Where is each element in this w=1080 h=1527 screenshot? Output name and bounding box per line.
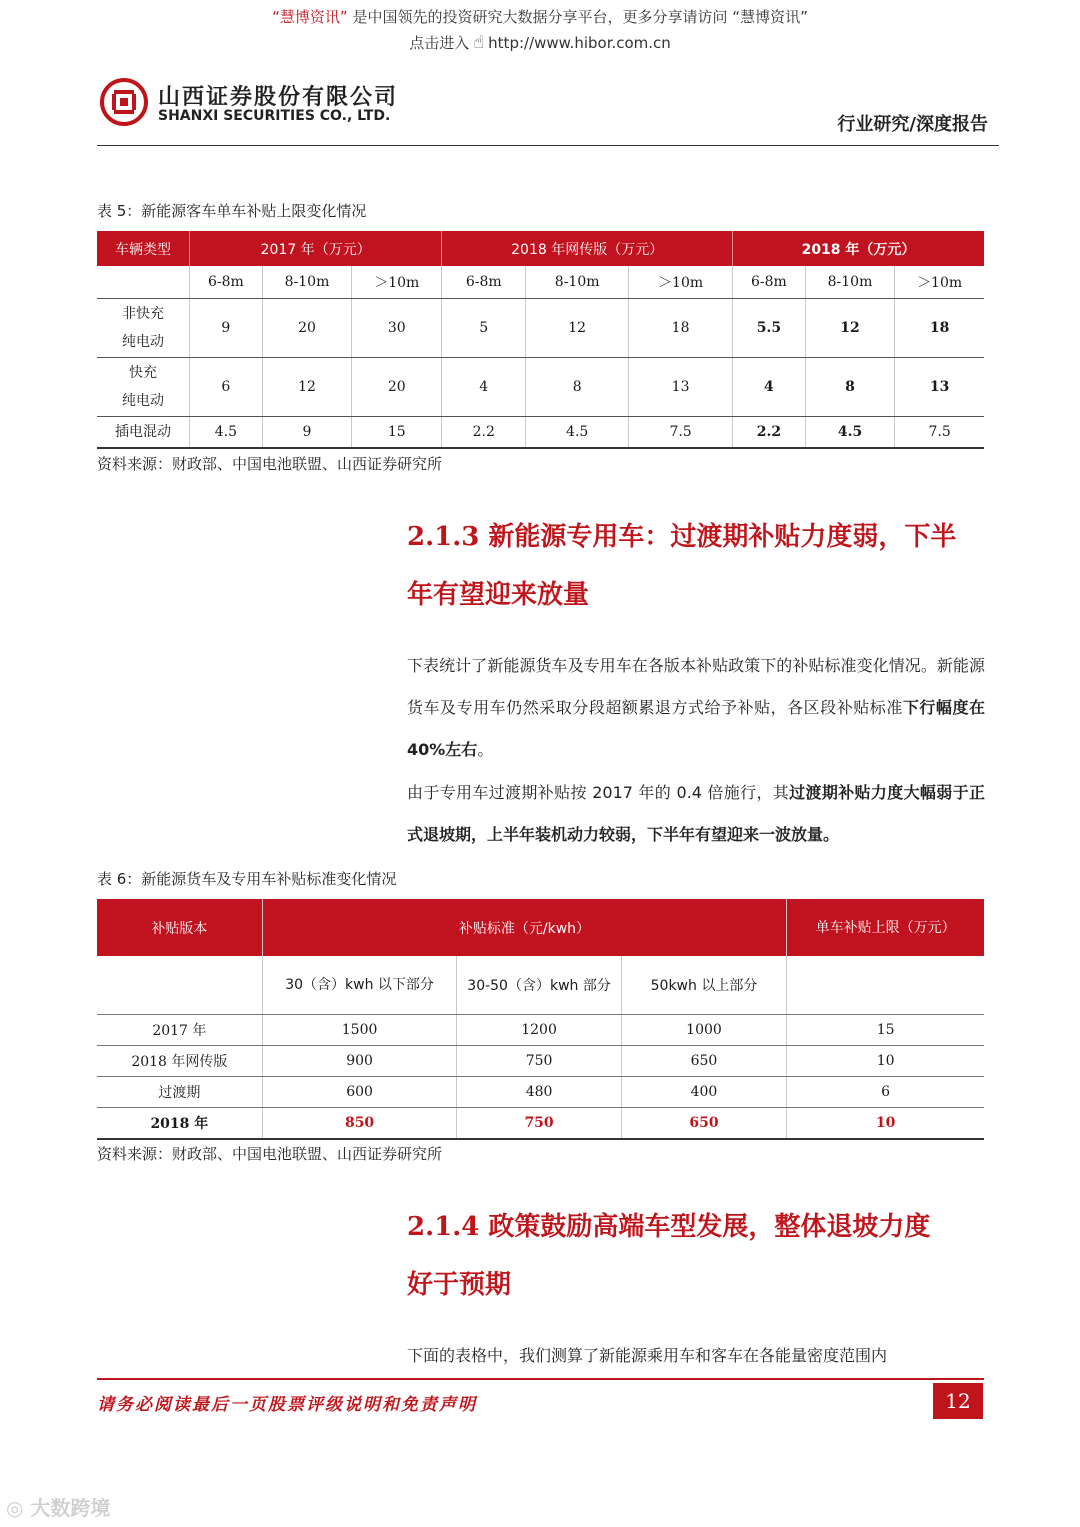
table-cell: 480 [457, 1076, 621, 1107]
table-cell: 15 [787, 1014, 984, 1045]
pointer-hand-icon: ☝ [473, 32, 485, 53]
table-cell: 4.5 [526, 417, 629, 449]
table5-subheader-cell: ＞10m [352, 266, 442, 299]
table5-subheader-cell: ＞10m [629, 266, 733, 299]
table5-source: 资料来源：财政部、中国电池联盟、山西证券研究所 [97, 455, 443, 473]
table5-subheader-cell: ＞10m [895, 266, 984, 299]
table-cell [97, 956, 262, 1014]
quote-mark: “ [272, 8, 280, 26]
table5-header-type: 车辆类型 [97, 231, 190, 266]
table-row [97, 417, 984, 449]
row-label [97, 299, 190, 358]
quote-mark: ” [339, 8, 348, 26]
banner-text: 是中国领先的投资研究大数据分享平台，更多分享请访问 [352, 8, 728, 26]
table5-subheader-cell: 8-10m [526, 266, 629, 299]
table-cell: 18 [895, 299, 984, 358]
table-cell: 4.5 [190, 417, 263, 449]
row-label-line: 非快充 [122, 306, 164, 322]
table-cell: 12 [526, 299, 629, 358]
company-name-en: SHANXI SECURITIES CO., LTD. [158, 108, 391, 124]
table-cell: 15 [352, 417, 442, 449]
heading-line: 2.1.3 新能源专用车：过渡期补贴力度弱，下半 [407, 522, 957, 552]
row-label: 2017 年 [97, 1014, 262, 1045]
table-cell: 8 [526, 358, 629, 417]
table-cell: 750 [457, 1045, 621, 1076]
table-cell: 2.2 [442, 417, 526, 449]
table6-header-version: 补贴版本 [97, 899, 262, 956]
table-cell: 2.2 [733, 417, 806, 449]
row-label [97, 358, 190, 417]
table-cell: 6 [787, 1076, 984, 1107]
click-enter-label: 点击进入 [409, 34, 470, 52]
table-row [97, 1076, 984, 1107]
table-cell: 6 [190, 358, 263, 417]
table-row [97, 358, 984, 417]
company-logo [100, 78, 148, 126]
row-label: 2018 年 [97, 1107, 262, 1139]
paragraph-text: 下面的表格中，我们测算了新能源乘用车和客车在各能量密度范围内 [407, 1346, 888, 1365]
table6-header-standard: 补贴标准（元/kwh） [262, 899, 787, 956]
top-banner-link-line [0, 32, 1080, 53]
brand-name: 慧博资讯 [279, 8, 340, 26]
table-cell: 7.5 [629, 417, 733, 449]
heading-line: 好于预期 [407, 1270, 512, 1300]
table-cell: 600 [262, 1076, 457, 1107]
table-cell: 12 [262, 358, 351, 417]
table6 [97, 899, 984, 1140]
table-cell: 20 [352, 358, 442, 417]
watermark [6, 1492, 110, 1521]
paragraph-emphasis: 过渡期补贴力度大幅弱于正式退坡期，上半年装机动力较弱，下半年有望迎来一波放量。 [407, 783, 985, 844]
table5 [97, 231, 984, 449]
row-label: 2018 年网传版 [97, 1045, 262, 1076]
watermark-text: 大数跨境 [30, 1496, 111, 1520]
table-cell: 400 [621, 1076, 787, 1107]
brand-name-2: 慧博资讯 [740, 8, 801, 26]
footer-divider [97, 1378, 984, 1380]
table6-subheader-cell [787, 956, 984, 1014]
disclaimer: 请务必阅读最后一页股票评级说明和免责声明 [97, 1395, 477, 1415]
table-row [97, 299, 984, 358]
table-cell: 4.5 [805, 417, 894, 449]
quote-mark: ” [800, 8, 808, 26]
table6-caption: 表 6：新能源货车及专用车补贴标准变化情况 [97, 870, 397, 888]
heading-line: 年有望迎来放量 [407, 580, 590, 610]
table-cell: 5 [442, 299, 526, 358]
page-number: 12 [933, 1383, 983, 1419]
table-cell: 9 [262, 417, 351, 449]
table-cell: 4 [442, 358, 526, 417]
table-cell: 650 [621, 1045, 787, 1076]
paragraph-3 [407, 1335, 985, 1377]
table-cell: 7.5 [895, 417, 984, 449]
table5-subheader-cell: 8-10m [262, 266, 351, 299]
row-label: 过渡期 [97, 1076, 262, 1107]
table5-subheader-cell: 6-8m [190, 266, 263, 299]
site-link[interactable]: http://www.hibor.com.cn [488, 34, 671, 52]
table-row [97, 1107, 984, 1139]
table-cell: 20 [262, 299, 351, 358]
table5-caption: 表 5：新能源客车单车补贴上限变化情况 [97, 202, 367, 220]
paragraph-2 [407, 772, 985, 856]
heading-line: 2.1.4 政策鼓励高端车型发展，整体退坡力度 [407, 1212, 931, 1242]
report-type: 行业研究/深度报告 [837, 114, 988, 135]
paragraph-text: 。 [477, 740, 494, 759]
paragraph-text: 下表统计了新能源货车及专用车在各版本补贴政策下的补贴标准变化情况。新能源货车及专用车仍然采取分段超额累退方式给予补贴，各区段补贴标准 [407, 656, 985, 717]
table-cell: 9 [190, 299, 263, 358]
table6-subheader-cell: 50kwh 以上部分 [621, 956, 787, 1014]
table-cell: 4 [733, 358, 806, 417]
table6-subheader-cell: 30-50（含）kwh 部分 [457, 956, 621, 1014]
table5-subheader [97, 266, 984, 299]
paragraph-1 [407, 645, 985, 771]
table-cell: 5.5 [733, 299, 806, 358]
table6-subheader [97, 956, 984, 1014]
row-label: 插电混动 [97, 417, 190, 449]
table-cell: 1200 [457, 1014, 621, 1045]
table-cell: 8 [805, 358, 894, 417]
table-cell: 13 [895, 358, 984, 417]
section-heading-2-1-3 [407, 508, 987, 624]
company-name-cn: 山西证券股份有限公司 [158, 85, 399, 110]
table5-subheader-cell: 6-8m [442, 266, 526, 299]
table-cell: 10 [787, 1107, 984, 1139]
watermark-logo-icon: ◎ [6, 1496, 31, 1520]
section-heading-2-1-4 [407, 1198, 987, 1314]
table-cell: 18 [629, 299, 733, 358]
table-cell: 1500 [262, 1014, 457, 1045]
table-row [97, 1045, 984, 1076]
table-cell: 650 [621, 1107, 787, 1139]
table-cell: 850 [262, 1107, 457, 1139]
table6-subheader-cell: 30（含）kwh 以下部分 [262, 956, 457, 1014]
table6-source: 资料来源：财政部、中国电池联盟、山西证券研究所 [97, 1145, 443, 1163]
table5-header-2018web: 2018 年网传版（万元） [442, 231, 733, 266]
table-cell: 30 [352, 299, 442, 358]
table-cell: 10 [787, 1045, 984, 1076]
table-cell [97, 266, 190, 299]
table-cell: 13 [629, 358, 733, 417]
table-row [97, 1014, 984, 1045]
quote-mark: “ [732, 8, 741, 26]
table5-header-2018: 2018 年（万元） [733, 231, 984, 266]
table-cell: 900 [262, 1045, 457, 1076]
table5-header-2017: 2017 年（万元） [190, 231, 442, 266]
row-label-line: 纯电动 [122, 393, 164, 409]
paragraph-emphasis: 下行幅度在 40%左右 [407, 698, 985, 759]
paragraph-text: 由于专用车过渡期补贴按 2017 年的 0.4 倍施行，其 [407, 783, 790, 802]
table-cell: 1000 [621, 1014, 787, 1045]
table5-subheader-cell: 8-10m [805, 266, 894, 299]
top-banner [0, 6, 1080, 27]
row-label-line: 纯电动 [122, 334, 164, 350]
table-cell: 750 [457, 1107, 621, 1139]
row-label-line: 快充 [129, 365, 157, 381]
table6-header-cap: 单车补贴上限（万元） [787, 899, 984, 956]
table-cell: 12 [805, 299, 894, 358]
table5-subheader-cell: 6-8m [733, 266, 806, 299]
header-divider [97, 145, 999, 146]
